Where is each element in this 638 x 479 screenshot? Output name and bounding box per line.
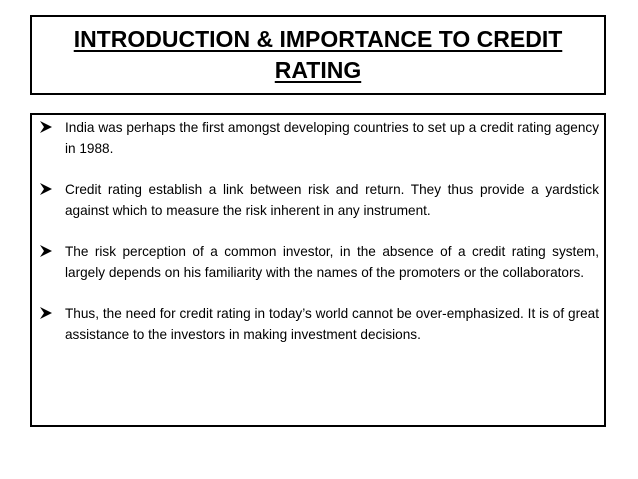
bullet-text-2: Credit rating establish a link between risk and return. They thus provide a yardstick against which to measure the risk inherent in any instrument.: [65, 182, 599, 218]
arrow-bullet-icon: [39, 182, 53, 196]
slide-title-box: [30, 15, 606, 95]
arrow-bullet-icon: [39, 120, 53, 134]
bullet-item-2: [37, 179, 599, 221]
slide-content-box: [30, 113, 606, 427]
slide-title-line-2: RATING: [274, 57, 362, 83]
slide-title-line-1: INTRODUCTION & IMPORTANCE TO CREDIT: [73, 26, 563, 52]
bullet-item-1: [37, 117, 599, 159]
bullet-text-1: India was perhaps the first amongst developing countries to set up a credit rating agency in 1988.: [65, 120, 599, 156]
arrow-bullet-icon: [39, 244, 53, 258]
bullet-text-3: The risk perception of a common investor, in the absence of a credit rating system, largely depends on his familiarity with the names of the promoters or the collaborators.: [65, 244, 599, 280]
bullet-item-4: [37, 303, 599, 345]
bullet-list: [37, 117, 599, 345]
arrow-bullet-icon: [39, 306, 53, 320]
bullet-text-4: Thus, the need for credit rating in today’s world cannot be over-emphasized. It is of great assistance to the investors in making investment decisions.: [65, 306, 599, 342]
bullet-item-3: [37, 241, 599, 283]
